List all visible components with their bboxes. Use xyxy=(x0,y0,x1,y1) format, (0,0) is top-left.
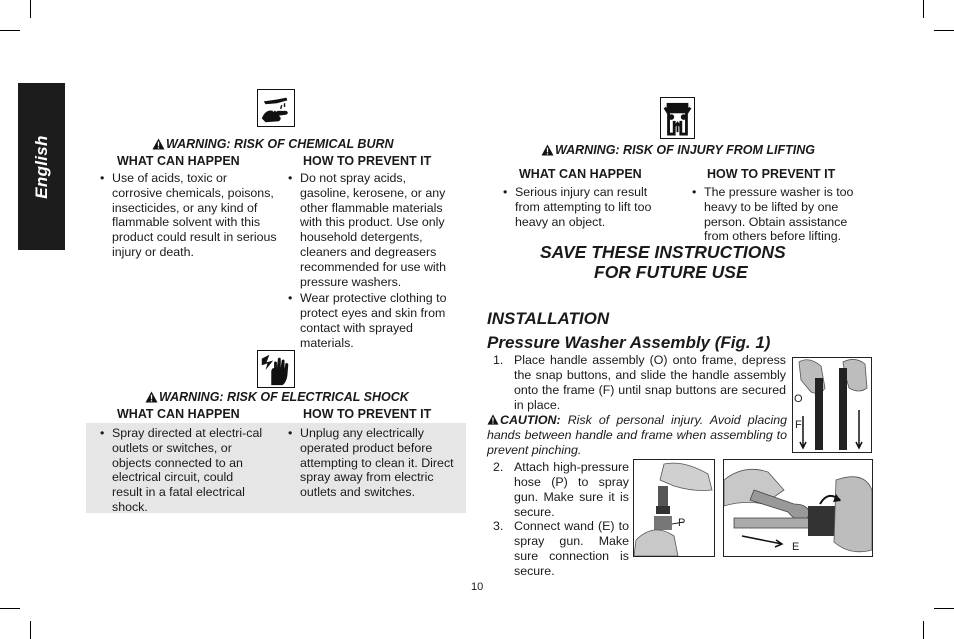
chemical-warning-text: WARNING: RISK OF CHEMICAL BURN xyxy=(166,137,394,151)
step-1-number: 1. xyxy=(493,353,504,367)
step-2-text: Attach high-pressure hose (P) to spray gun. Make sure it is secure. xyxy=(514,460,629,519)
crop-mark xyxy=(934,608,954,609)
lifting-what-heading: WHAT CAN HAPPEN xyxy=(519,167,642,181)
language-tab-label: English xyxy=(31,134,51,199)
chemical-what-list xyxy=(98,171,278,262)
list-item: • Wear protective clothing to protect eyes and skin from contact with sprayed materials. xyxy=(286,291,458,350)
figure-handle-assembly xyxy=(792,357,872,453)
caution-note xyxy=(487,413,787,458)
figure-wand-connection xyxy=(723,459,873,557)
figure-label-handle: O xyxy=(794,393,803,405)
crop-mark xyxy=(30,0,31,18)
crop-mark xyxy=(934,30,954,31)
list-item: • Unplug any electrically operated product before attempting to clean it. Direct spray away from electric outlets and switches. xyxy=(286,426,462,500)
list-item: • Use of acids, toxic or corrosive chemicals, poisons, insecticides, or any kind of flammable solvent with this product could result in serious injury or death. xyxy=(98,171,278,260)
electrical-shock-icon xyxy=(257,350,295,388)
crop-mark xyxy=(0,30,20,31)
installation-heading: INSTALLATION xyxy=(487,309,610,328)
lifting-warning-text: WARNING: RISK OF INJURY FROM LIFTING xyxy=(555,143,815,157)
step-3 xyxy=(493,519,629,579)
electrical-how-list xyxy=(286,426,462,502)
crop-mark xyxy=(923,0,924,18)
electrical-warning-heading xyxy=(145,390,409,404)
figure-hose-attachment xyxy=(633,459,715,557)
page-number: 10 xyxy=(471,581,484,593)
lifting-hazard-icon xyxy=(660,97,695,139)
chemical-how-list xyxy=(286,171,458,353)
crop-mark xyxy=(30,621,31,639)
electrical-what-heading: WHAT CAN HAPPEN xyxy=(117,407,240,421)
lifting-warning-heading xyxy=(541,143,815,157)
crop-mark xyxy=(923,621,924,639)
caution-text: Risk of personal injury. Avoid placing hands between handle and frame when assembling to prevent pinching. xyxy=(487,413,787,457)
language-tab xyxy=(18,83,65,250)
warning-triangle-icon xyxy=(541,144,554,156)
figure-label-frame: F xyxy=(795,419,802,431)
warning-triangle-icon xyxy=(487,414,499,425)
save-instructions-line1: SAVE THESE INSTRUCTIONS xyxy=(540,242,786,262)
save-instructions-line2: FOR FUTURE USE xyxy=(594,262,748,282)
assembly-subheading: Pressure Washer Assembly (Fig. 1) xyxy=(487,333,771,352)
electrical-warning-text: WARNING: RISK OF ELECTRICAL SHOCK xyxy=(159,390,409,404)
step-2-number: 2. xyxy=(493,460,504,474)
chemical-warning-heading xyxy=(152,137,394,151)
list-item: • Spray directed at electri-cal outlets or switches, or objects connected to an electrical circuit, could result in a fatal electrical shock. xyxy=(98,426,266,515)
step-3-text: Connect wand (E) to spray gun. Make sure connection is secure. xyxy=(514,519,629,578)
warning-triangle-icon xyxy=(145,391,158,403)
chemical-burn-icon xyxy=(257,89,295,127)
lifting-how-heading: HOW TO PREVENT IT xyxy=(707,167,836,181)
lifting-what-list xyxy=(501,185,666,231)
step-1 xyxy=(493,353,786,413)
list-item: • Serious injury can result from attempting to lift too heavy an object. xyxy=(501,185,666,229)
list-item: • Do not spray acids, gasoline, kerosene, or any other flammable materials with this product. Use only household detergents, cleaners and degreasers recommended for use with pressure washers. xyxy=(286,171,458,289)
step-1-text: Place handle assembly (O) onto frame, depress the snap buttons, and slide the handle assembly onto the frame (F) until snap buttons are secured in place. xyxy=(514,353,786,412)
electrical-how-heading: HOW TO PREVENT IT xyxy=(303,407,432,421)
chemical-what-heading: WHAT CAN HAPPEN xyxy=(117,154,240,168)
figure-label-hose: P xyxy=(678,517,686,529)
step-3-number: 3. xyxy=(493,519,504,533)
warning-triangle-icon xyxy=(152,138,165,150)
caution-label: CAUTION: xyxy=(500,413,561,427)
lifting-how-list xyxy=(690,185,862,246)
chemical-how-heading: HOW TO PREVENT IT xyxy=(303,154,432,168)
figure-label-wand: E xyxy=(792,541,800,553)
electrical-what-list xyxy=(98,426,266,517)
list-item: • The pressure washer is too heavy to be lifted by one person. Obtain assistance from others before lifting. xyxy=(690,185,862,244)
crop-mark xyxy=(0,608,20,609)
step-2 xyxy=(493,460,629,520)
